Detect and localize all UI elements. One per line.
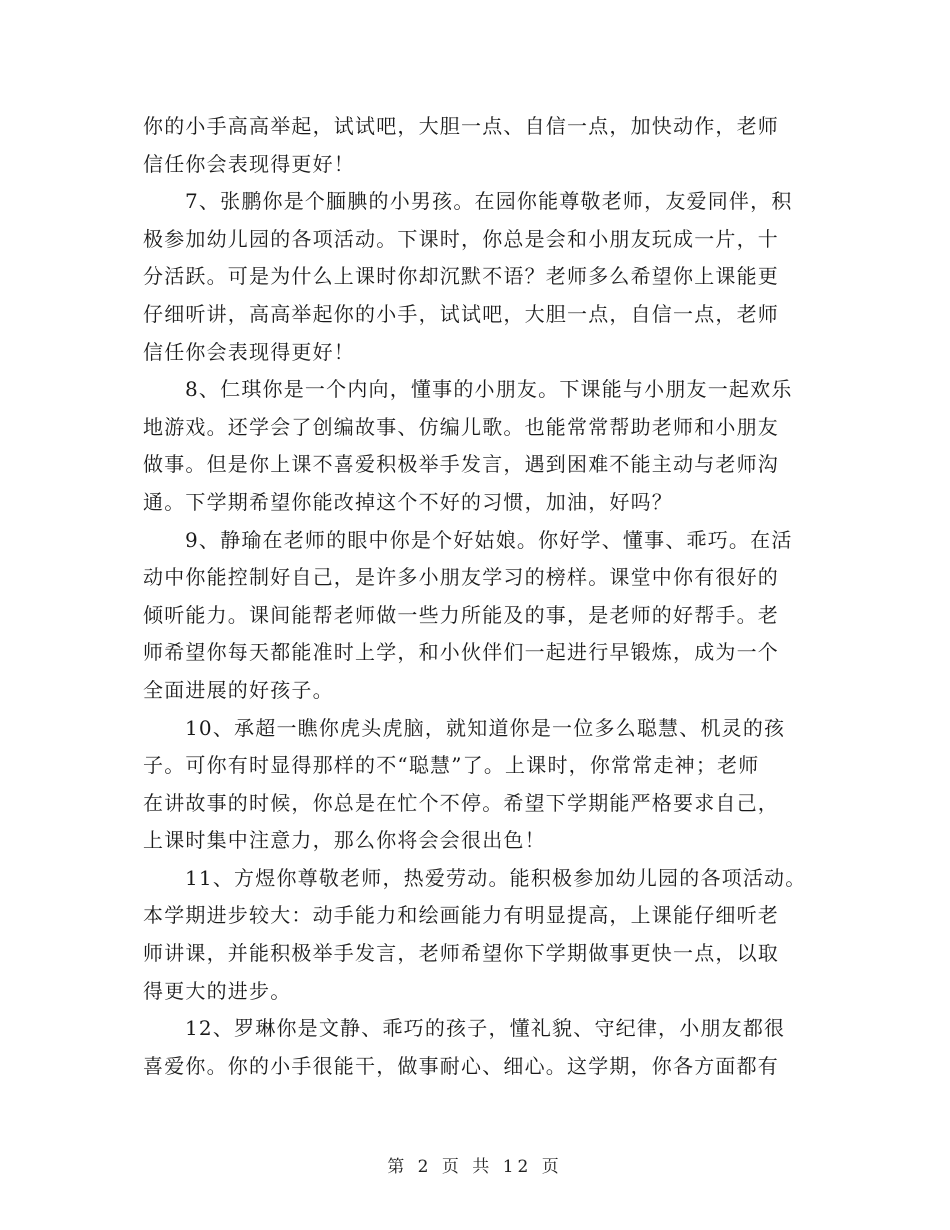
text-line: 仔细听讲，高高举起你的小手，试试吧，大胆一点，自信一点，老师 (143, 301, 779, 326)
text-line: 地游戏。还学会了创编故事、仿编儿歌。也能常常帮助老师和小朋友 (143, 414, 779, 439)
text-line: 你的小手高高举起，试试吧，大胆一点、自信一点，加快动作，老师 (143, 114, 779, 138)
text-line: 在讲故事的时候，你总是在忙个不停。希望下学期能严格要求自己， (143, 790, 779, 815)
text-line: 得更大的进步。 (143, 978, 292, 1003)
text-line: 信任你会表现得更好！ (143, 151, 355, 176)
text-line: 动中你能控制好自己，是许多小朋友学习的榜样。课堂中你有很好的 (143, 565, 779, 590)
paragraph-first-line: 9、静瑜在老师的眼中你是个好姑娘。你好学、懂事、乖巧。在活 (185, 527, 793, 552)
text-line: 倾听能力。课间能帮老师做一些力所能及的事，是老师的好帮手。老 (143, 602, 779, 627)
paragraph-first-line: 11、方煜你尊敬老师，热爱劳动。能积极参加幼儿园的各项活动。 (185, 865, 807, 890)
text-line: 信任你会表现得更好！ (143, 339, 355, 364)
text-line: 分活跃。可是为什么上课时你却沉默不语？老师多么希望你上课能更 (143, 264, 779, 289)
text-line: 通。下学期希望你能改掉这个不好的习惯，加油，好吗？ (143, 489, 673, 514)
text-line: 全面进展的好孩子。 (143, 677, 334, 702)
text-line: 极参加幼儿园的各项活动。下课时，你总是会和小朋友玩成一片，十 (143, 226, 779, 251)
text-line: 师希望你每天都能准时上学，和小伙伴们一起进行早锻炼，成为一个 (143, 640, 779, 665)
document-body (143, 108, 813, 1085)
paragraph-first-line: 7、张鹏你是个腼腆的小男孩。在园你能尊敬老师，友爱同伴，积 (185, 189, 793, 214)
text-line: 师讲课，并能积极举手发言，老师希望你下学期做事更快一点，以取 (143, 941, 779, 966)
text-line: 本学期进步较大：动手能力和绘画能力有明显提高，上课能仔细听老 (143, 903, 779, 928)
paragraph-first-line: 12、罗琳你是文静、乖巧的孩子，懂礼貌、守纪律，小朋友都很 (185, 1016, 786, 1041)
text-line: 上课时集中注意力，那么你将会会很出色！ (143, 828, 546, 853)
text-line: 子。可你有时显得那样的不“聪慧”了。上课时，你常常走神；老师 (143, 753, 760, 778)
page-number-footer: 第 2 页 共 12 页 (387, 1157, 563, 1177)
text-line: 做事。但是你上课不喜爱积极举手发言，遇到困难不能主动与老师沟 (143, 452, 779, 477)
paragraph-first-line: 8、仁琪你是一个内向，懂事的小朋友。下课能与小朋友一起欢乐 (185, 377, 793, 402)
text-line: 喜爱你。你的小手很能干，做事耐心、细心。这学期，你各方面都有 (143, 1053, 779, 1078)
paragraph-first-line: 10、承超一瞧你虎头虎脑，就知道你是一位多么聪慧、机灵的孩 (185, 715, 786, 740)
